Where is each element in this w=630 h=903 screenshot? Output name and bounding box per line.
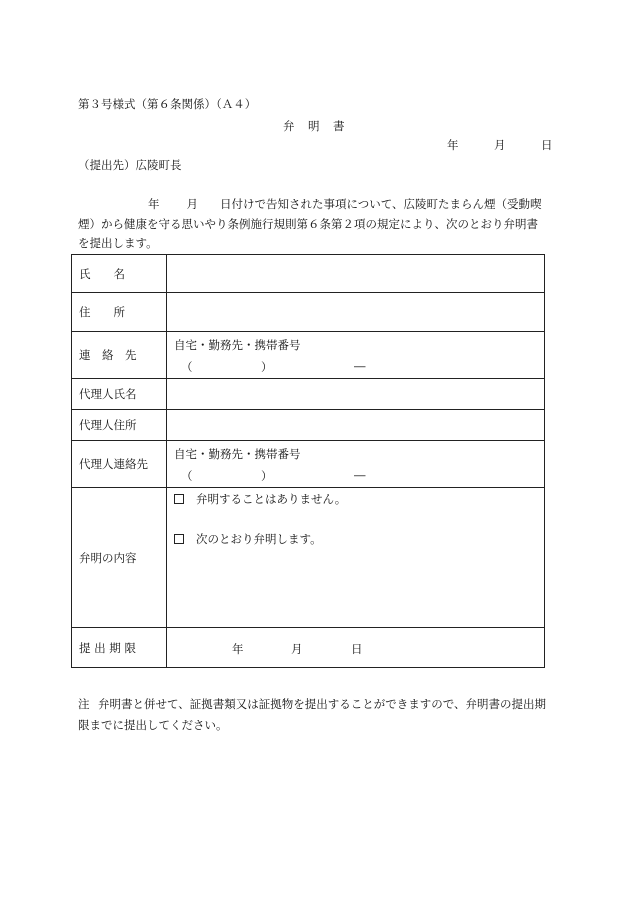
recipient: （提出先）広陵町長 (78, 158, 182, 172)
deadline-day: 日 (351, 641, 363, 656)
agent-contact-number (174, 468, 544, 482)
option-as-follows-label: 次のとおり弁明します。 (196, 532, 322, 546)
table-row (72, 628, 545, 668)
content-label: 弁明の内容 (72, 488, 167, 628)
note-text: 弁明書と併せて、証拠書類又は証拠物を提出することができますので、弁明書の提出期限までに提出してください。 (78, 697, 547, 732)
table-row (72, 441, 545, 488)
agent-address-field[interactable] (167, 410, 545, 441)
contact-field[interactable] (167, 332, 545, 379)
paren-open: （ (181, 360, 193, 374)
table-row (72, 255, 545, 293)
content-field[interactable] (167, 488, 545, 628)
application-table (71, 254, 545, 668)
contact-number (174, 359, 544, 373)
dash: ― (354, 359, 366, 373)
option-as-follows[interactable] (174, 531, 544, 547)
table-row (72, 293, 545, 332)
body-year: 年 (148, 197, 160, 211)
deadline-year: 年 (232, 641, 244, 656)
date-line (447, 137, 553, 153)
checkbox-none[interactable] (174, 494, 184, 504)
note-mark: 注 (78, 697, 90, 711)
agent-name-label: 代理人氏名 (72, 379, 167, 410)
address-label: 住 所 (72, 293, 167, 332)
agent-address-label: 代理人住所 (72, 410, 167, 441)
contact-type: 自宅・勤務先・携帯番号 (174, 338, 301, 352)
agent-contact-type: 自宅・勤務先・携帯番号 (174, 447, 301, 461)
body-text: 日付けで告知された事項について、広陵町たまらん煙（受動喫煙）から健康を守る思いやり条例施行規則第６条第２項の規定により、次のとおり弁明書を提出します。 (78, 197, 542, 250)
date-year: 年 (447, 138, 459, 152)
paren-close: ） (261, 469, 273, 483)
date-day: 日 (541, 138, 553, 152)
table-row (72, 379, 545, 410)
table-row (72, 410, 545, 441)
dash: ― (354, 468, 366, 482)
agent-name-field[interactable] (167, 379, 545, 410)
body-paragraph (78, 195, 548, 254)
table-row (72, 332, 545, 379)
address-field[interactable] (167, 293, 545, 332)
table-row (72, 488, 545, 628)
name-label: 氏 名 (72, 255, 167, 293)
paren-close: ） (261, 360, 273, 374)
deadline-label: 提 出 期 限 (72, 628, 167, 668)
agent-contact-field[interactable] (167, 441, 545, 488)
date-month: 月 (494, 138, 506, 152)
paren-open: （ (181, 469, 193, 483)
checkbox-as-follows[interactable] (174, 534, 184, 544)
option-none[interactable] (174, 491, 544, 507)
footnote (78, 694, 548, 736)
body-month: 月 (186, 197, 198, 211)
form-number: 第３号様式（第６条関係）（Ａ４） (78, 97, 257, 111)
contact-label: 連 絡 先 (72, 332, 167, 379)
option-none-label: 弁明することはありません。 (196, 492, 347, 506)
agent-contact-label: 代理人連絡先 (72, 441, 167, 488)
document-title: 弁 明 書 (283, 119, 346, 133)
deadline-month: 月 (291, 641, 303, 656)
deadline-field[interactable] (167, 628, 545, 668)
name-field[interactable] (167, 255, 545, 293)
